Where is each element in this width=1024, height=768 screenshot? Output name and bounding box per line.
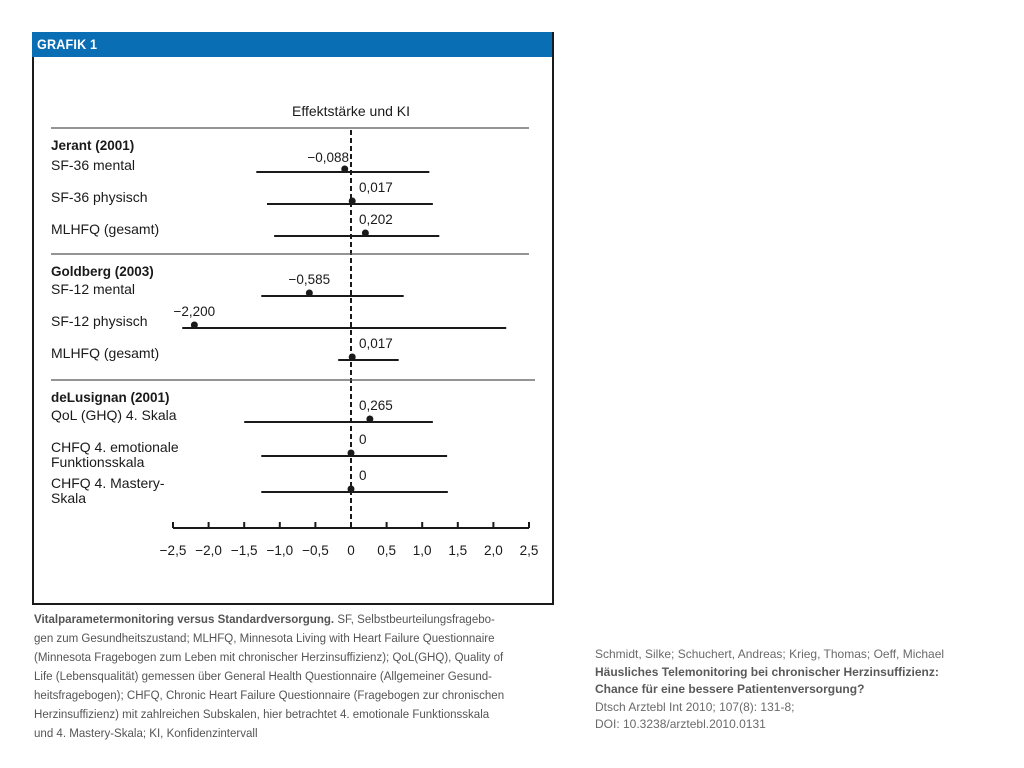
figure-caption [34,610,555,743]
citation [595,646,1015,734]
effect-label: −2,200 [173,304,216,319]
effect-label: 0,265 [359,398,393,413]
effect-label: 0,202 [359,212,393,227]
effect-label: −0,088 [307,150,349,165]
effect-point [348,486,355,493]
figure-label: GRAFIK 1 [37,36,98,52]
effect-point [306,290,313,297]
caption-bold: Vitalparametermonitoring versus Standardversorgung. [34,612,335,626]
x-tick-label: 2,0 [484,543,503,558]
outcome-label: Funktionsskala [51,454,145,470]
chart-title: Effektstärke und KI [291,103,411,119]
x-tick-label: −2,5 [159,543,187,558]
effect-point [191,322,198,329]
outcome-label: CHFQ 4. Mastery- [51,475,165,491]
citation-title-line1: Häusliches Telemonitoring bei chronischer Herzinsuffizienz: [595,664,939,679]
outcome-label: QoL (GHQ) 4. Skala [51,407,177,423]
effect-label: 0 [359,468,367,483]
effect-point [341,166,348,173]
caption-line: und 4. Mastery-Skala; KI, Konfidenzintervall [34,726,258,740]
x-tick-label: −1,5 [230,543,258,558]
outcome-label: SF-12 physisch [51,313,148,329]
caption-line: heitsfragebogen); CHFQ, Chronic Heart Failure Questionnaire (Fragebogen zur chronischen [34,688,505,702]
study-label: Goldberg (2003) [51,264,154,279]
effect-label: 0,017 [359,180,393,195]
x-tick-label: 0 [347,543,355,558]
citation-doi: DOI: 10.3238/arztebl.2010.0131 [595,717,766,731]
x-tick-label: −2,0 [195,543,222,558]
citation-authors: Schmidt, Silke; Schuchert, Andreas; Krieg, Thomas; Oeff, Michael [595,647,945,661]
study-label: Jerant (2001) [51,138,135,153]
caption-line: Life (Lebensqualität) gemessen über General Health Questionnaire (Allgemeiner Gesund- [34,669,492,683]
citation-title-line2: Chance für eine bessere Patientenversorgung? [595,682,865,696]
x-tick-label: 0,5 [377,543,396,558]
outcome-label: SF-36 mental [51,157,136,173]
effect-label: 0,017 [359,336,393,351]
x-tick-label: −0,5 [302,543,329,558]
x-tick-label: 1,0 [412,543,432,558]
effect-label: 0 [359,432,367,447]
outcome-label: CHFQ 4. emotionale [51,439,179,455]
effect-point [349,198,356,205]
effect-point [348,450,355,457]
effect-label: −0,585 [288,272,331,287]
effect-point [349,354,356,361]
x-tick-label: 2,5 [519,543,539,558]
study-label: deLusignan (2001) [51,390,170,405]
outcome-label: SF-36 physisch [51,189,148,205]
caption-line: SF, Selbstbeurteilungsfragebo- [334,612,495,626]
outcome-label: MLHFQ (gesamt) [51,345,160,361]
citation-journal: Dtsch Arztebl Int 2010; 107(8): 131-8; [595,699,795,714]
outcome-label: Skala [51,490,87,506]
outcome-label: SF-12 mental [51,281,136,297]
effect-point [366,416,373,423]
outcome-label: MLHFQ (gesamt) [51,221,160,237]
x-tick-label: −1,0 [266,543,294,558]
x-tick-label: 1,5 [448,543,468,558]
caption-line: (Minnesota Fragebogen zum Leben mit chronischer Herzinsuffizienz); QoL(GHQ), Quality of [34,650,504,664]
caption-line: gen zum Gesundheitszustand; MLHFQ, Minnesota Living with Heart Failure Questionnaire [34,631,495,645]
caption-line: Herzinsuffizienz) mit zahlreichen Subskalen, hier betrachtet 4. emotionale Funktionsskala [34,707,490,721]
effect-point [362,230,369,237]
